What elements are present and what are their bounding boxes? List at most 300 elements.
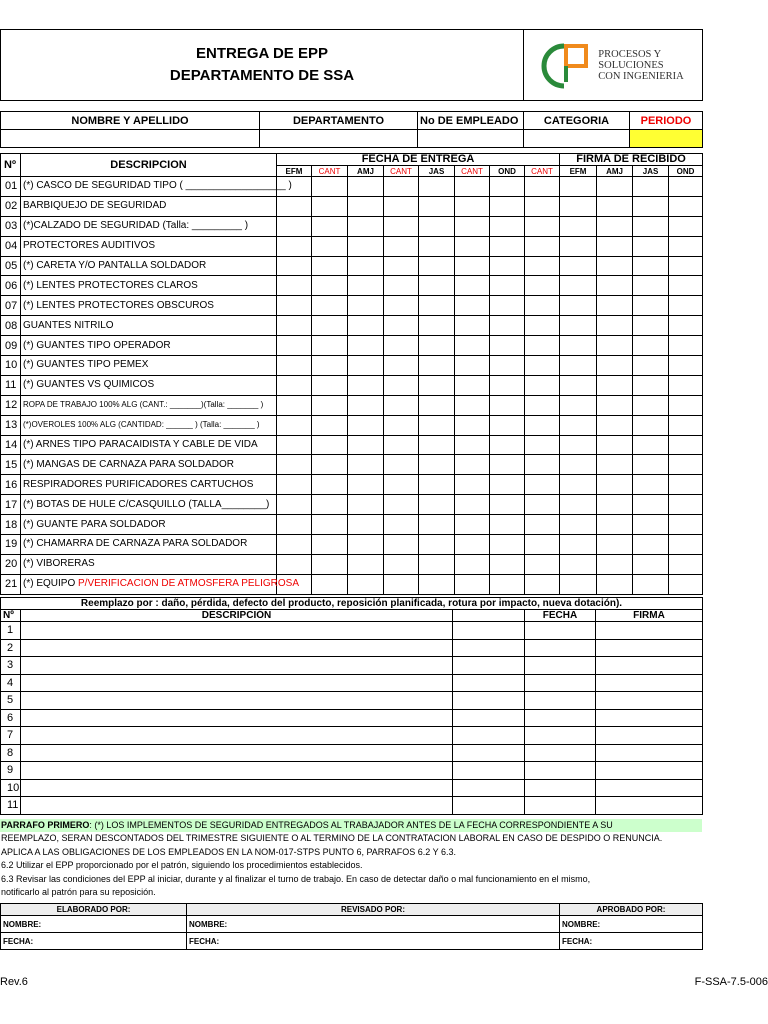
entry-cell[interactable] [525,475,560,495]
entry-cell[interactable] [560,395,597,415]
entry-cell[interactable] [277,336,312,356]
entry-cell[interactable] [419,236,455,256]
entry-cell[interactable] [348,296,384,316]
entry-cell[interactable] [277,554,312,574]
entry-cell[interactable] [384,375,419,395]
entry-cell[interactable] [419,336,455,356]
entry-cell[interactable] [419,455,455,475]
entry-cell[interactable] [348,574,384,594]
entry-cell[interactable] [490,415,525,435]
entry-cell[interactable] [312,535,348,555]
entry-cell[interactable] [312,574,348,594]
entry-cell[interactable] [669,515,703,535]
rep-firma-cell[interactable] [596,797,703,815]
entry-cell[interactable] [348,316,384,336]
entry-cell[interactable] [525,316,560,336]
entry-cell[interactable] [560,495,597,515]
entry-cell[interactable] [633,554,669,574]
entry-cell[interactable] [525,435,560,455]
categoria-field[interactable] [524,130,630,148]
entry-cell[interactable] [348,475,384,495]
entry-cell[interactable] [455,316,490,336]
entry-cell[interactable] [348,177,384,197]
entry-cell[interactable] [348,375,384,395]
rep-blank-cell[interactable] [453,622,525,640]
entry-cell[interactable] [277,216,312,236]
entry-cell[interactable] [560,276,597,296]
entry-cell[interactable] [455,554,490,574]
entry-cell[interactable] [419,415,455,435]
entry-cell[interactable] [312,495,348,515]
entry-cell[interactable] [597,415,633,435]
entry-cell[interactable] [669,375,703,395]
entry-cell[interactable] [455,535,490,555]
entry-cell[interactable] [419,256,455,276]
entry-cell[interactable] [525,196,560,216]
entry-cell[interactable] [419,375,455,395]
entry-cell[interactable] [669,336,703,356]
entry-cell[interactable] [277,415,312,435]
entry-cell[interactable] [455,395,490,415]
entry-cell[interactable] [525,395,560,415]
entry-cell[interactable] [633,276,669,296]
entry-cell[interactable] [455,375,490,395]
rep-blank-cell[interactable] [453,762,525,780]
entry-cell[interactable] [277,435,312,455]
entry-cell[interactable] [384,455,419,475]
entry-cell[interactable] [597,554,633,574]
rep-firma-cell[interactable] [596,727,703,745]
entry-cell[interactable] [525,515,560,535]
entry-cell[interactable] [669,435,703,455]
entry-cell[interactable] [560,256,597,276]
entry-cell[interactable] [419,296,455,316]
entry-cell[interactable] [348,196,384,216]
entry-cell[interactable] [312,356,348,376]
entry-cell[interactable] [597,375,633,395]
entry-cell[interactable] [525,256,560,276]
entry-cell[interactable] [490,296,525,316]
entry-cell[interactable] [560,316,597,336]
entry-cell[interactable] [419,574,455,594]
entry-cell[interactable] [597,435,633,455]
entry-cell[interactable] [348,236,384,256]
entry-cell[interactable] [312,515,348,535]
entry-cell[interactable] [384,316,419,336]
rep-firma-cell[interactable] [596,744,703,762]
entry-cell[interactable] [525,415,560,435]
rep-descripcion-cell[interactable] [21,762,453,780]
entry-cell[interactable] [633,515,669,535]
entry-cell[interactable] [384,415,419,435]
entry-cell[interactable] [669,216,703,236]
entry-cell[interactable] [560,435,597,455]
entry-cell[interactable] [348,455,384,475]
entry-cell[interactable] [633,475,669,495]
rep-fecha-cell[interactable] [525,762,596,780]
entry-cell[interactable] [560,535,597,555]
rep-blank-cell[interactable] [453,692,525,710]
rep-firma-cell[interactable] [596,709,703,727]
entry-cell[interactable] [277,236,312,256]
entry-cell[interactable] [633,296,669,316]
entry-cell[interactable] [312,375,348,395]
entry-cell[interactable] [633,216,669,236]
entry-cell[interactable] [633,316,669,336]
entry-cell[interactable] [560,375,597,395]
entry-cell[interactable] [419,495,455,515]
entry-cell[interactable] [490,574,525,594]
entry-cell[interactable] [597,196,633,216]
entry-cell[interactable] [490,435,525,455]
rep-fecha-cell[interactable] [525,797,596,815]
entry-cell[interactable] [312,435,348,455]
entry-cell[interactable] [525,336,560,356]
rep-fecha-cell[interactable] [525,622,596,640]
entry-cell[interactable] [277,455,312,475]
entry-cell[interactable] [669,395,703,415]
entry-cell[interactable] [384,475,419,495]
entry-cell[interactable] [348,415,384,435]
entry-cell[interactable] [669,495,703,515]
entry-cell[interactable] [597,256,633,276]
revisado-fecha[interactable]: FECHA: [187,933,560,950]
entry-cell[interactable] [633,535,669,555]
entry-cell[interactable] [348,495,384,515]
entry-cell[interactable] [312,415,348,435]
entry-cell[interactable] [669,236,703,256]
entry-cell[interactable] [633,574,669,594]
entry-cell[interactable] [455,296,490,316]
entry-cell[interactable] [312,177,348,197]
rep-fecha-cell[interactable] [525,709,596,727]
entry-cell[interactable] [277,535,312,555]
entry-cell[interactable] [560,336,597,356]
entry-cell[interactable] [384,554,419,574]
entry-cell[interactable] [490,495,525,515]
elaborado-fecha[interactable]: FECHA: [1,933,187,950]
entry-cell[interactable] [277,196,312,216]
entry-cell[interactable] [669,276,703,296]
entry-cell[interactable] [419,535,455,555]
rep-descripcion-cell[interactable] [21,779,453,797]
entry-cell[interactable] [455,455,490,475]
entry-cell[interactable] [312,276,348,296]
entry-cell[interactable] [384,395,419,415]
entry-cell[interactable] [669,535,703,555]
entry-cell[interactable] [560,574,597,594]
entry-cell[interactable] [348,216,384,236]
rep-blank-cell[interactable] [453,797,525,815]
entry-cell[interactable] [525,356,560,376]
entry-cell[interactable] [490,316,525,336]
entry-cell[interactable] [455,435,490,455]
entry-cell[interactable] [277,395,312,415]
entry-cell[interactable] [277,475,312,495]
rep-descripcion-cell[interactable] [21,674,453,692]
entry-cell[interactable] [633,415,669,435]
entry-cell[interactable] [560,296,597,316]
entry-cell[interactable] [348,276,384,296]
entry-cell[interactable] [419,395,455,415]
entry-cell[interactable] [277,276,312,296]
entry-cell[interactable] [384,495,419,515]
entry-cell[interactable] [525,535,560,555]
entry-cell[interactable] [597,515,633,535]
entry-cell[interactable] [525,177,560,197]
entry-cell[interactable] [669,196,703,216]
entry-cell[interactable] [597,395,633,415]
entry-cell[interactable] [348,554,384,574]
entry-cell[interactable] [384,435,419,455]
entry-cell[interactable] [455,336,490,356]
entry-cell[interactable] [384,196,419,216]
entry-cell[interactable] [277,356,312,376]
entry-cell[interactable] [669,415,703,435]
rep-firma-cell[interactable] [596,622,703,640]
entry-cell[interactable] [384,276,419,296]
entry-cell[interactable] [384,574,419,594]
rep-blank-cell[interactable] [453,709,525,727]
empleado-field[interactable] [418,130,524,148]
entry-cell[interactable] [490,216,525,236]
entry-cell[interactable] [490,515,525,535]
entry-cell[interactable] [560,216,597,236]
rep-firma-cell[interactable] [596,692,703,710]
entry-cell[interactable] [560,455,597,475]
rep-blank-cell[interactable] [453,657,525,675]
entry-cell[interactable] [597,336,633,356]
entry-cell[interactable] [597,356,633,376]
rep-firma-cell[interactable] [596,657,703,675]
entry-cell[interactable] [560,356,597,376]
entry-cell[interactable] [312,336,348,356]
entry-cell[interactable] [560,196,597,216]
entry-cell[interactable] [490,554,525,574]
entry-cell[interactable] [384,535,419,555]
rep-fecha-cell[interactable] [525,744,596,762]
entry-cell[interactable] [525,455,560,475]
rep-firma-cell[interactable] [596,674,703,692]
entry-cell[interactable] [669,554,703,574]
entry-cell[interactable] [490,177,525,197]
entry-cell[interactable] [525,276,560,296]
entry-cell[interactable] [312,236,348,256]
entry-cell[interactable] [419,196,455,216]
entry-cell[interactable] [490,276,525,296]
entry-cell[interactable] [312,196,348,216]
entry-cell[interactable] [312,296,348,316]
entry-cell[interactable] [312,554,348,574]
rep-fecha-cell[interactable] [525,727,596,745]
entry-cell[interactable] [455,515,490,535]
entry-cell[interactable] [455,236,490,256]
entry-cell[interactable] [490,336,525,356]
entry-cell[interactable] [597,574,633,594]
rep-descripcion-cell[interactable] [21,639,453,657]
entry-cell[interactable] [633,395,669,415]
entry-cell[interactable] [490,455,525,475]
entry-cell[interactable] [419,554,455,574]
entry-cell[interactable] [597,495,633,515]
rep-descripcion-cell[interactable] [21,744,453,762]
rep-fecha-cell[interactable] [525,674,596,692]
entry-cell[interactable] [669,455,703,475]
entry-cell[interactable] [560,515,597,535]
entry-cell[interactable] [669,256,703,276]
entry-cell[interactable] [525,216,560,236]
entry-cell[interactable] [633,495,669,515]
rep-descripcion-cell[interactable] [21,657,453,675]
entry-cell[interactable] [419,316,455,336]
entry-cell[interactable] [384,177,419,197]
entry-cell[interactable] [597,177,633,197]
entry-cell[interactable] [312,455,348,475]
entry-cell[interactable] [669,296,703,316]
entry-cell[interactable] [669,177,703,197]
entry-cell[interactable] [348,336,384,356]
entry-cell[interactable] [597,455,633,475]
entry-cell[interactable] [669,356,703,376]
entry-cell[interactable] [455,216,490,236]
entry-cell[interactable] [419,515,455,535]
entry-cell[interactable] [633,177,669,197]
rep-blank-cell[interactable] [453,727,525,745]
entry-cell[interactable] [312,475,348,495]
entry-cell[interactable] [490,475,525,495]
entry-cell[interactable] [455,475,490,495]
entry-cell[interactable] [633,375,669,395]
revisado-nombre[interactable]: NOMBRE: [187,916,560,933]
entry-cell[interactable] [633,356,669,376]
entry-cell[interactable] [455,177,490,197]
entry-cell[interactable] [633,236,669,256]
entry-cell[interactable] [560,177,597,197]
entry-cell[interactable] [490,236,525,256]
entry-cell[interactable] [277,316,312,336]
entry-cell[interactable] [384,336,419,356]
entry-cell[interactable] [597,316,633,336]
entry-cell[interactable] [633,435,669,455]
entry-cell[interactable] [348,356,384,376]
rep-blank-cell[interactable] [453,744,525,762]
elaborado-nombre[interactable]: NOMBRE: [1,916,187,933]
rep-blank-cell[interactable] [453,639,525,657]
entry-cell[interactable] [455,356,490,376]
entry-cell[interactable] [525,574,560,594]
entry-cell[interactable] [633,455,669,475]
entry-cell[interactable] [669,475,703,495]
entry-cell[interactable] [419,276,455,296]
rep-blank-cell[interactable] [453,779,525,797]
entry-cell[interactable] [633,256,669,276]
entry-cell[interactable] [419,435,455,455]
entry-cell[interactable] [490,375,525,395]
rep-descripcion-cell[interactable] [21,727,453,745]
entry-cell[interactable] [490,535,525,555]
entry-cell[interactable] [384,356,419,376]
entry-cell[interactable] [490,256,525,276]
entry-cell[interactable] [597,475,633,495]
entry-cell[interactable] [633,336,669,356]
entry-cell[interactable] [597,236,633,256]
entry-cell[interactable] [455,276,490,296]
entry-cell[interactable] [597,276,633,296]
entry-cell[interactable] [633,196,669,216]
entry-cell[interactable] [455,574,490,594]
rep-fecha-cell[interactable] [525,779,596,797]
entry-cell[interactable] [277,515,312,535]
entry-cell[interactable] [277,375,312,395]
entry-cell[interactable] [419,216,455,236]
entry-cell[interactable] [669,316,703,336]
entry-cell[interactable] [490,395,525,415]
entry-cell[interactable] [312,316,348,336]
entry-cell[interactable] [560,415,597,435]
entry-cell[interactable] [277,495,312,515]
rep-fecha-cell[interactable] [525,639,596,657]
entry-cell[interactable] [312,216,348,236]
rep-firma-cell[interactable] [596,639,703,657]
entry-cell[interactable] [669,574,703,594]
entry-cell[interactable] [455,495,490,515]
entry-cell[interactable] [455,256,490,276]
entry-cell[interactable] [490,196,525,216]
periodo-field[interactable] [630,130,703,148]
entry-cell[interactable] [312,256,348,276]
entry-cell[interactable] [384,236,419,256]
rep-descripcion-cell[interactable] [21,692,453,710]
entry-cell[interactable] [277,296,312,316]
entry-cell[interactable] [455,415,490,435]
entry-cell[interactable] [525,236,560,256]
rep-fecha-cell[interactable] [525,657,596,675]
entry-cell[interactable] [490,356,525,376]
rep-descripcion-cell[interactable] [21,622,453,640]
entry-cell[interactable] [348,535,384,555]
entry-cell[interactable] [455,196,490,216]
entry-cell[interactable] [560,236,597,256]
rep-descripcion-cell[interactable] [21,709,453,727]
entry-cell[interactable] [348,395,384,415]
rep-firma-cell[interactable] [596,762,703,780]
entry-cell[interactable] [277,256,312,276]
entry-cell[interactable] [525,296,560,316]
entry-cell[interactable] [597,535,633,555]
entry-cell[interactable] [419,356,455,376]
rep-blank-cell[interactable] [453,674,525,692]
aprobado-nombre[interactable]: NOMBRE: [560,916,703,933]
departamento-field[interactable] [260,130,418,148]
nombre-field[interactable] [1,130,260,148]
entry-cell[interactable] [597,216,633,236]
entry-cell[interactable] [384,216,419,236]
entry-cell[interactable] [312,395,348,415]
aprobado-fecha[interactable]: FECHA: [560,933,703,950]
rep-firma-cell[interactable] [596,779,703,797]
entry-cell[interactable] [419,475,455,495]
entry-cell[interactable] [384,296,419,316]
rep-fecha-cell[interactable] [525,692,596,710]
entry-cell[interactable] [525,554,560,574]
entry-cell[interactable] [525,375,560,395]
rep-descripcion-cell[interactable] [21,797,453,815]
entry-cell[interactable] [348,435,384,455]
entry-cell[interactable] [560,475,597,495]
entry-cell[interactable] [348,515,384,535]
entry-cell[interactable] [384,515,419,535]
entry-cell[interactable] [525,495,560,515]
